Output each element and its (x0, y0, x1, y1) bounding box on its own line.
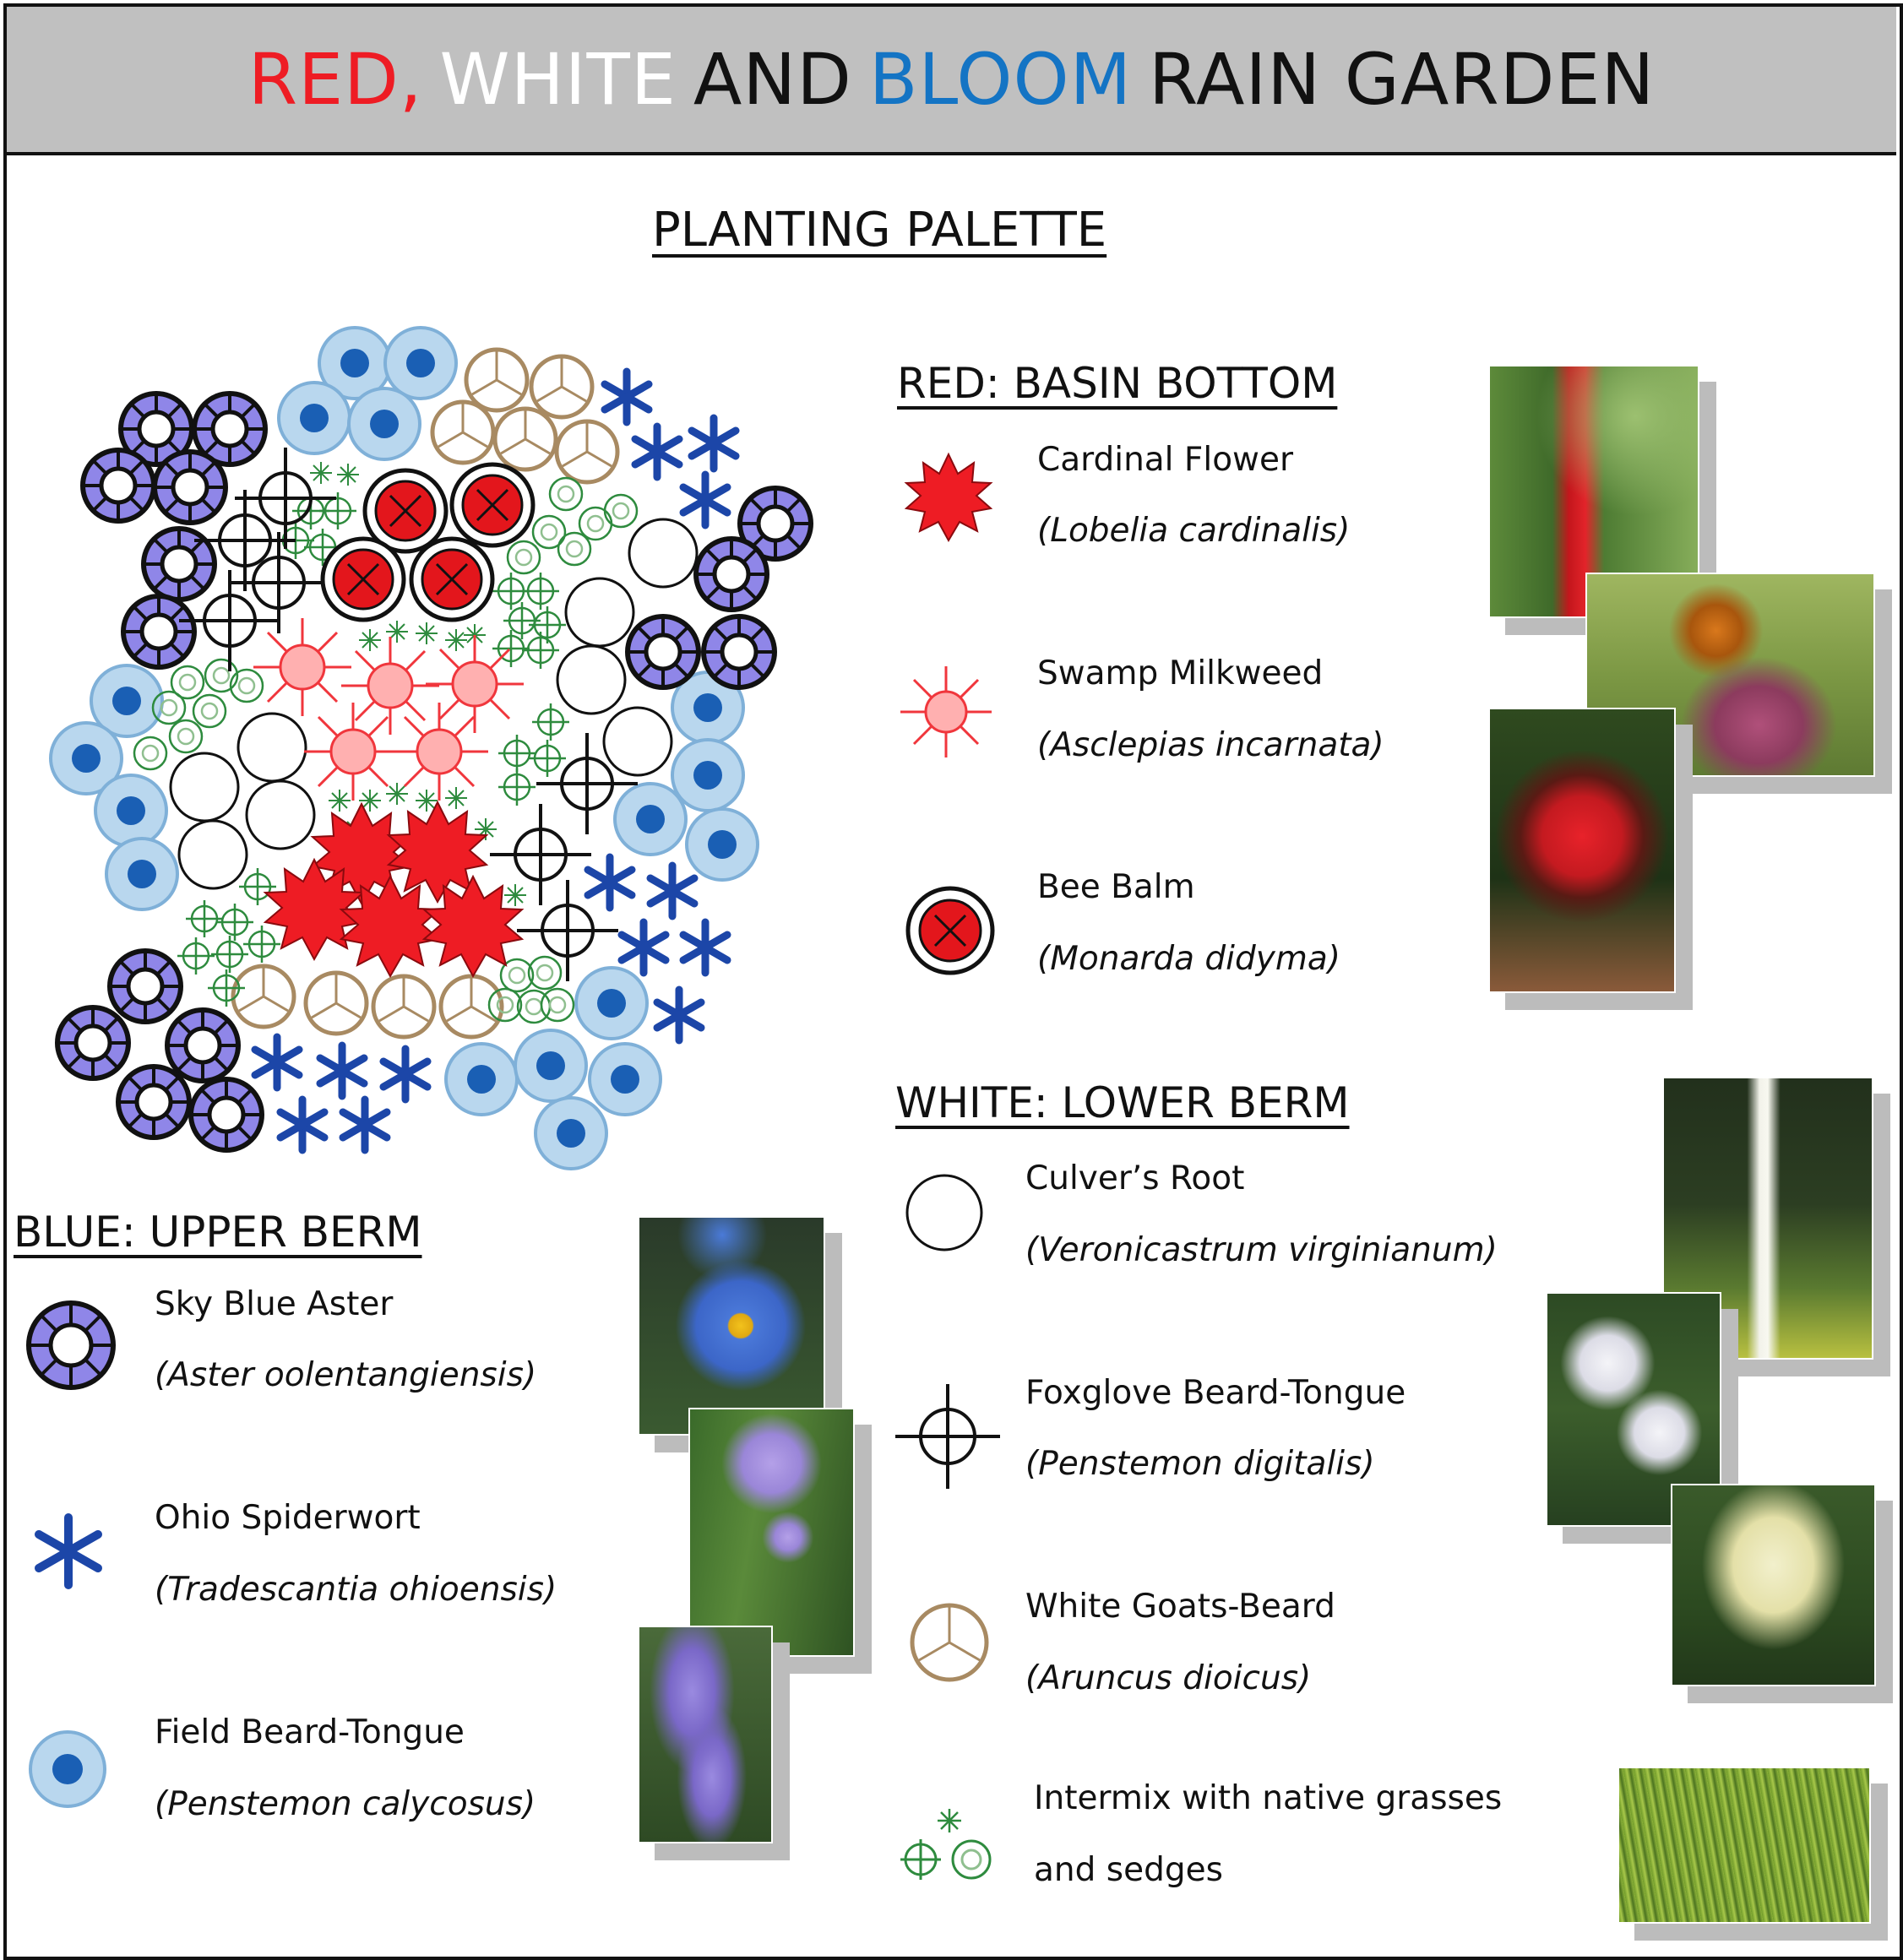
white-goats-beard-latin: (Aruncus dioicus) (1025, 1659, 1312, 1697)
white-goats-beard-photo (1671, 1484, 1876, 1686)
native-grasses-text-line1: Intermix with native grasses (1034, 1779, 1503, 1817)
culvers-root-icon (902, 1170, 987, 1255)
bee-balm-name: Bee Balm (1037, 868, 1195, 906)
swamp-milkweed-latin: (Asclepias incarnata) (1037, 726, 1384, 764)
title-red-word: RED, (247, 38, 423, 121)
foxglove-beard-tongue-name: Foxglove Beard-Tongue (1025, 1374, 1406, 1412)
swamp-milkweed-name: Swamp Milkweed (1037, 654, 1324, 692)
title-rain-garden: RAIN GARDEN (1149, 38, 1656, 121)
red-section-title: RED: BASIN BOTTOM (897, 359, 1338, 408)
sky-blue-aster-name: Sky Blue Aster (155, 1285, 394, 1323)
title-white-word: WHITE (439, 38, 677, 121)
foxglove-beard-tongue-icon (893, 1382, 1003, 1491)
field-beard-tongue-name: Field Beard-Tongue (155, 1713, 465, 1751)
cardinal-flower-latin: (Lobelia cardinalis) (1037, 512, 1351, 550)
ohio-spiderwort-latin: (Tradescantia ohioensis) (155, 1571, 557, 1609)
native-grasses-icon (894, 1792, 995, 1885)
sky-blue-aster-photo (638, 1216, 825, 1436)
swamp-milkweed-icon (895, 661, 997, 763)
title-bloom-word: BLOOM (868, 38, 1133, 121)
title-and-word: AND (693, 38, 852, 121)
cardinal-flower-name: Cardinal Flower (1037, 441, 1293, 479)
sky-blue-aster-icon (24, 1299, 117, 1392)
blue-section-title: BLUE: UPPER BERM (14, 1208, 422, 1257)
culvers-root-latin: (Veronicastrum virginianum) (1025, 1231, 1498, 1269)
native-grasses-text-line2: and sedges (1034, 1851, 1223, 1889)
field-beard-tongue-icon (25, 1727, 110, 1811)
culvers-root-name: Culver’s Root (1025, 1159, 1245, 1197)
field-beard-tongue-latin: (Penstemon calycosus) (155, 1785, 536, 1823)
cardinal-flower-icon (898, 448, 999, 549)
page-subtitle: PLANTING PALETTE (652, 203, 1107, 258)
white-goats-beard-icon (907, 1600, 992, 1685)
native-grasses-photo (1618, 1767, 1871, 1924)
field-beard-tongue-photo (638, 1626, 773, 1843)
bee-balm-symbols (323, 464, 533, 620)
bee-balm-icon (904, 884, 997, 977)
bee-balm-photo (1488, 708, 1676, 993)
white-section-title: WHITE: LOWER BERM (895, 1078, 1350, 1127)
foxglove-beard-tongue-latin: (Penstemon digitalis) (1025, 1445, 1375, 1483)
ohio-spiderwort-icon (26, 1509, 111, 1594)
bee-balm-latin: (Monarda didyma) (1037, 940, 1340, 978)
ohio-spiderwort-name: Ohio Spiderwort (155, 1499, 421, 1537)
white-goats-beard-name: White Goats-Beard (1025, 1588, 1335, 1626)
sky-blue-aster-latin: (Aster oolentangiensis) (155, 1356, 537, 1394)
ohio-spiderwort-photo (688, 1408, 855, 1657)
